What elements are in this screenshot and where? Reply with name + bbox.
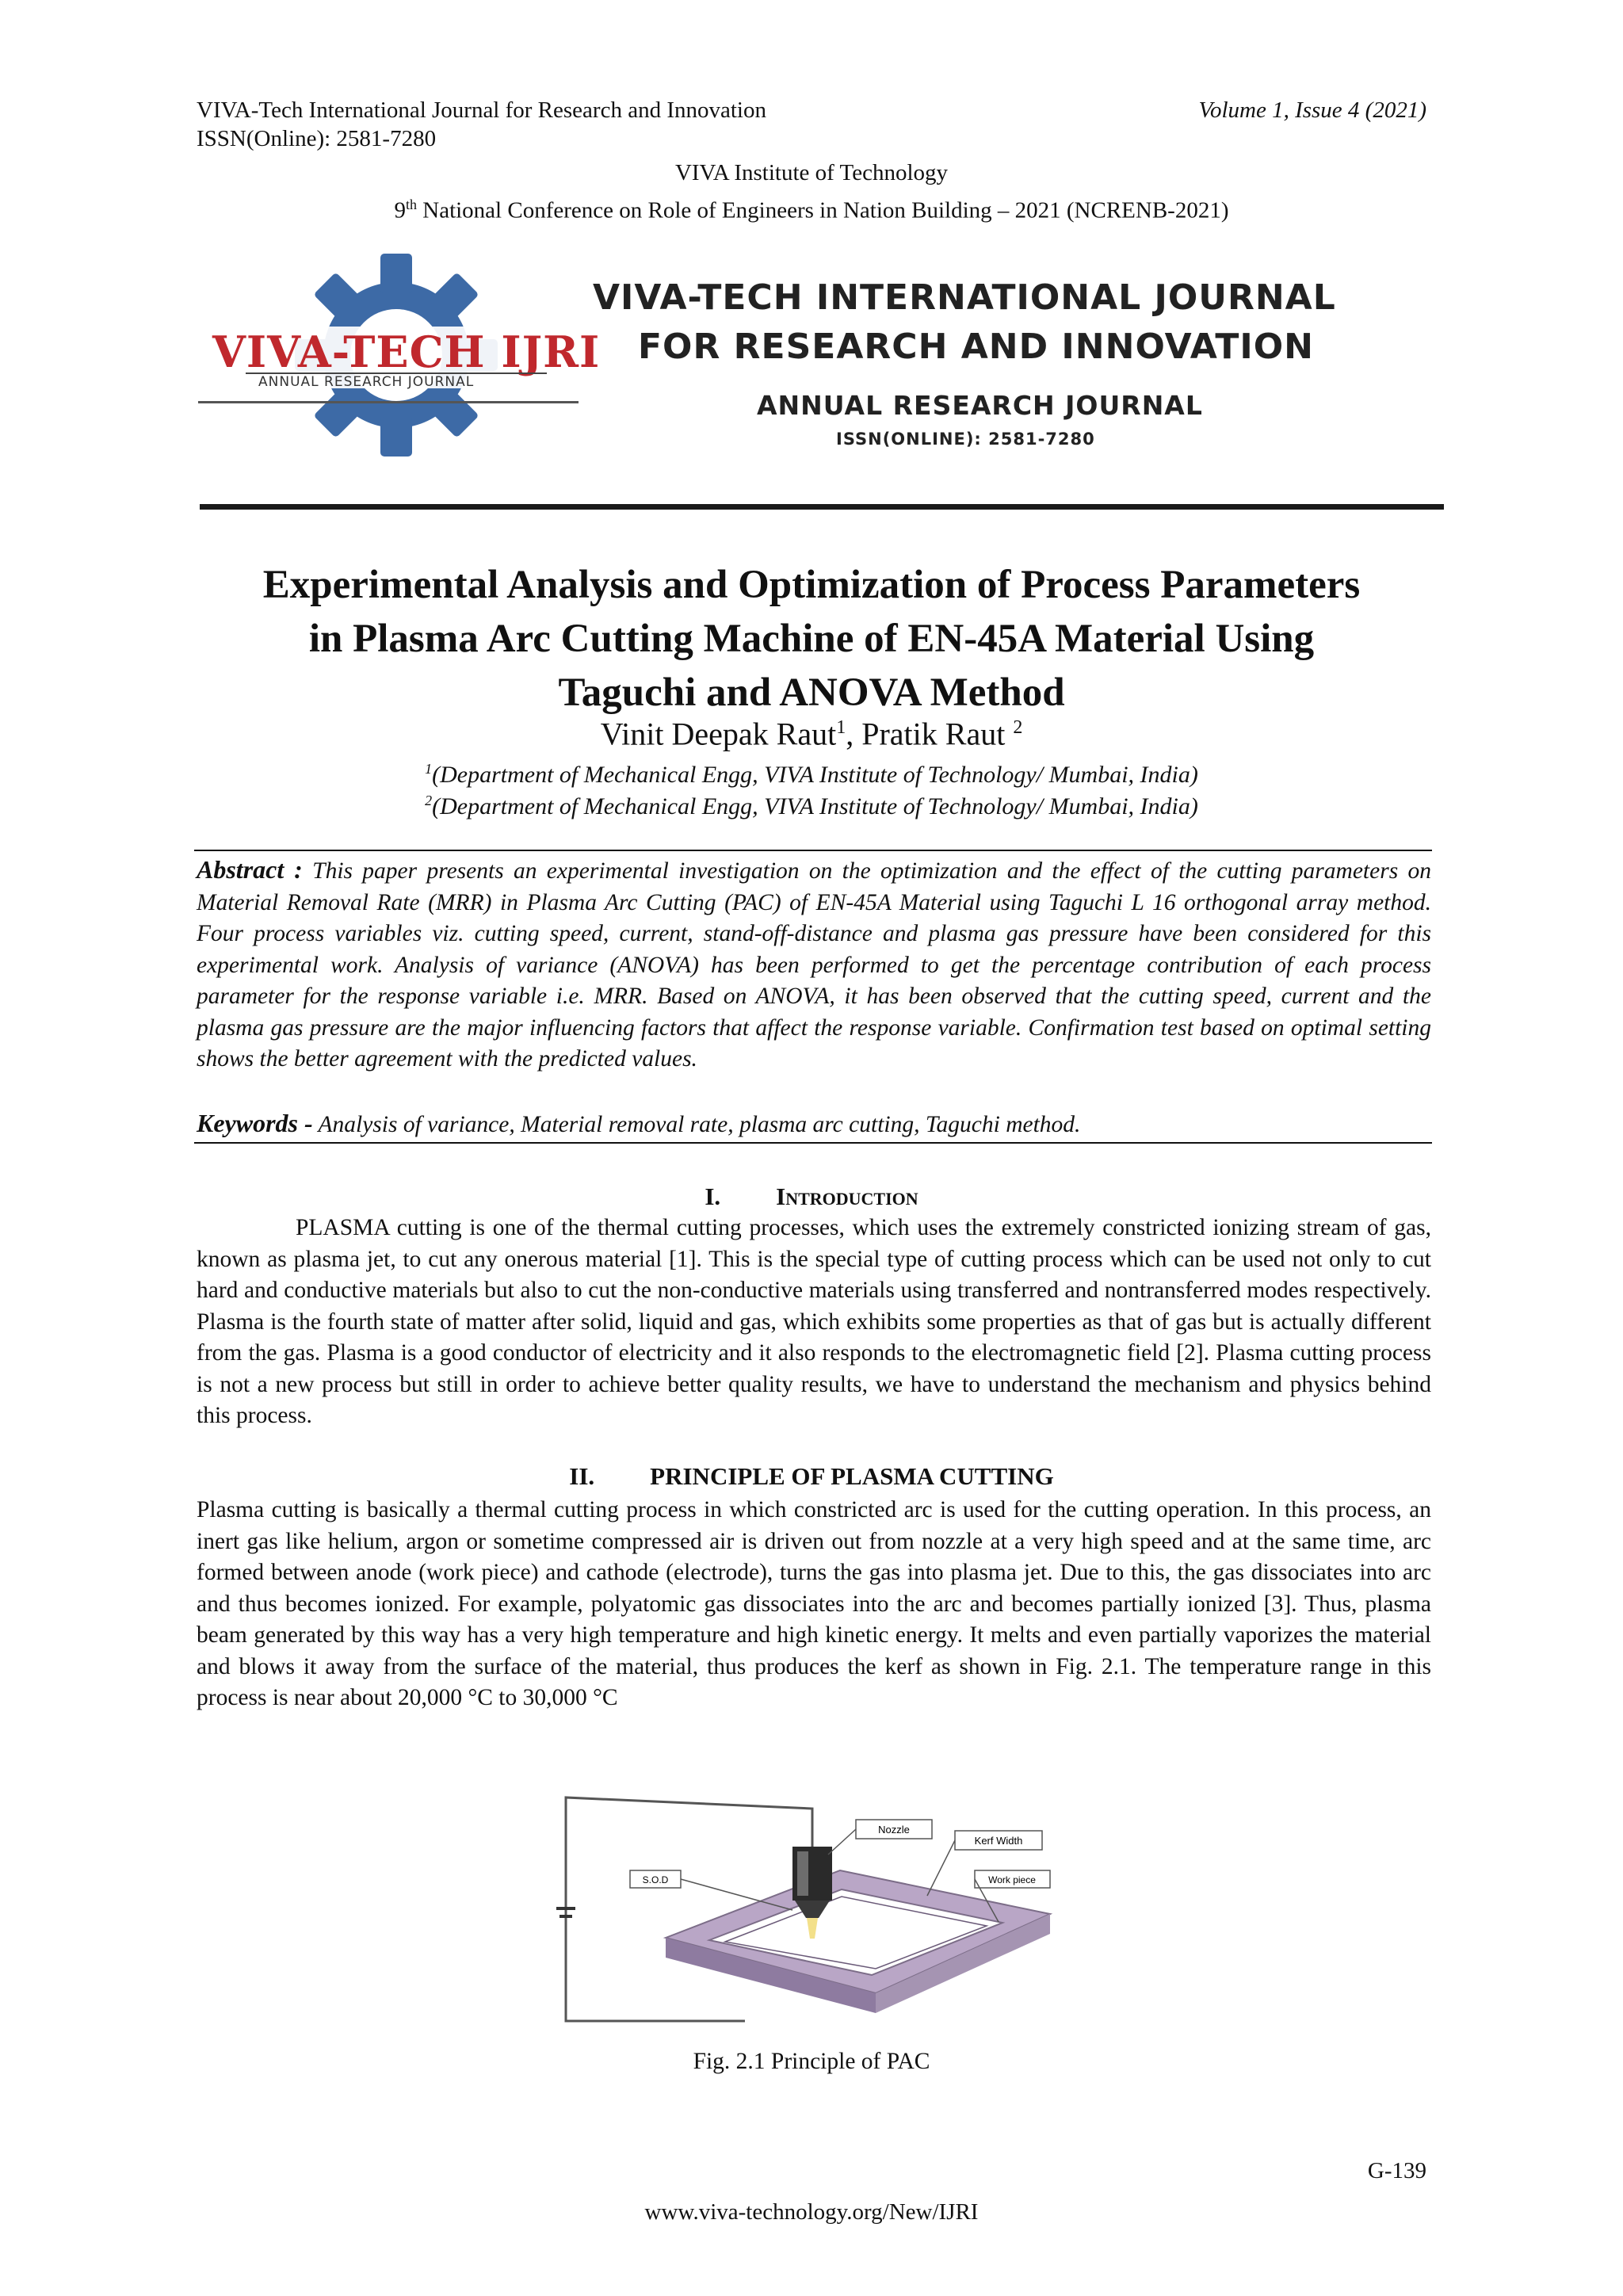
- abstract-top-rule: [194, 850, 1432, 851]
- institute-name: VIVA Institute of Technology: [674, 160, 949, 185]
- section-2-text: Plasma cutting is basically a thermal cutting process in which constricted arc is used for the cutting operation. In this process, an inert gas like helium, argon or sometime compressed air is driven out from nozzle at a very high speed and at the same time, arc formed between anode (work piece) and cathode (electrode), turns the gas into plasma jet. Due to this, the gas dissociates into arc and thus becomes ionized. For example, polyatomic gas dissociates into the arc and becomes partially ionized [3]. Thus, plasma beam generated by this way has a very high temperature and high kinetic energy. It melts and even partially vaporizes the material and blows it away from the surface of the material, thus produces the kerf as shown in Fig. 2.1. The temperature range in this process is near about 20,000 °C to 30,000 °C: [197, 1497, 1431, 1710]
- keywords-label: Keywords -: [197, 1109, 313, 1137]
- affiliation-2: $^2$(Department of Mechanical Engg, VIVA Institute of Technology/ Mumbai, India): [425, 793, 1198, 819]
- plasma-cutting-diagram-icon: [555, 1791, 1070, 2029]
- banner-line4: ISSN(ONLINE): 2581-7280: [836, 430, 1095, 449]
- logo-underline: [198, 401, 579, 403]
- keywords: [197, 1108, 1431, 1141]
- label-kerf-width: Kerf Width: [974, 1835, 1023, 1847]
- label-nozzle: Nozzle: [878, 1824, 910, 1836]
- banner-rule: [200, 504, 1444, 510]
- logo-subtitle: ANNUAL RESEARCH JOURNAL: [258, 374, 475, 390]
- journal-name: VIVA-Tech International Journal for Research and Innovation: [197, 97, 766, 123]
- banner-line1: VIVA-TECH INTERNATIONAL JOURNAL: [593, 277, 1336, 318]
- page-number: G-139: [1367, 2158, 1426, 2183]
- authors: Vinit Deepak Raut$^1$, Pratik Raut $^2$: [600, 716, 1023, 752]
- journal-banner: [198, 254, 1434, 460]
- section-1-heading: I. Introduction: [705, 1182, 918, 1210]
- label-sod: S.O.D: [642, 1874, 669, 1885]
- logo-text: VIVA-TECH IJRI: [212, 327, 601, 377]
- conference-name: 9th National Conference on Role of Engineers in Nation Building – 2021 (NCRENB-2021): [394, 197, 1229, 223]
- issn: ISSN(Online): 2581-7280: [197, 126, 437, 151]
- paper-title: Experimental Analysis and Optimization of Process Parameters in Plasma Arc Cutting Machine of EN-45A Material Using Taguchi and ANOVA Method: [262, 563, 1361, 715]
- figure-caption: Fig. 2.1 Principle of PAC: [693, 2049, 930, 2074]
- footer-url[interactable]: www.viva-technology.org/New/IJRI: [644, 2199, 979, 2225]
- section-2-heading: II. PRINCIPLE OF PLASMA CUTTING: [569, 1462, 1054, 1490]
- abstract-text: This paper presents an experimental investigation on the optimization and the effect of the cutting parameters on Material Removal Rate (MRR) in Plasma Arc Cutting (PAC) of EN-45A Material using Taguchi L 16 orthogonal array method. Four process variables viz. cutting speed, current, stand-off-distance and plasma gas pressure have been considered for this experimental work. Analysis of variance (ANOVA) has been performed to get the percentage contribution of each process parameter for the response variable i.e. MRR. Based on ANOVA, it has been observed that the cutting speed, current and the plasma gas pressure are the major influencing factors that affect the response variable. Confirmation test based on optimal setting shows the better agreement with the predicted values.: [197, 858, 1432, 1072]
- abstract: [197, 854, 1431, 1075]
- banner-line3: ANNUAL RESEARCH JOURNAL: [757, 390, 1203, 421]
- abstract-bottom-rule: [194, 1142, 1432, 1144]
- keywords-text: Analysis of variance, Material removal rate, plasma arc cutting, Taguchi method.: [312, 1112, 1081, 1137]
- affiliation-1: $^1$(Department of Mechanical Engg, VIVA Institute of Technology/ Mumbai, India): [425, 761, 1198, 788]
- figure-plasma-cutting: [555, 1791, 1070, 2029]
- banner-line2: FOR RESEARCH AND INNOVATION: [638, 327, 1314, 367]
- abstract-label: Abstract :: [197, 855, 303, 884]
- label-work-piece: Work piece: [988, 1874, 1036, 1885]
- volume-issue: Volume 1, Issue 4 (2021): [1198, 97, 1426, 123]
- section-1-text: PLASMA cutting is one of the thermal cutting processes, which uses the extremely constricted ionizing stream of gas, known as plasma jet, to cut any onerous material [1]. This is the special type of cutting process which can be used not only to cut hard and conductive materials but also to cut the non-conductive materials using transferred and nontransferred modes respectively. Plasma is the fourth state of matter after solid, liquid and gas, which exhibits some properties as that of gas but is actually different from the gas. Plasma is a good conductor of electricity and it also responds to the electromagnetic field [2]. Plasma cutting process is not a new process but still in order to achieve better quality results, we have to understand the mechanism and physics behind this process.: [197, 1215, 1431, 1428]
